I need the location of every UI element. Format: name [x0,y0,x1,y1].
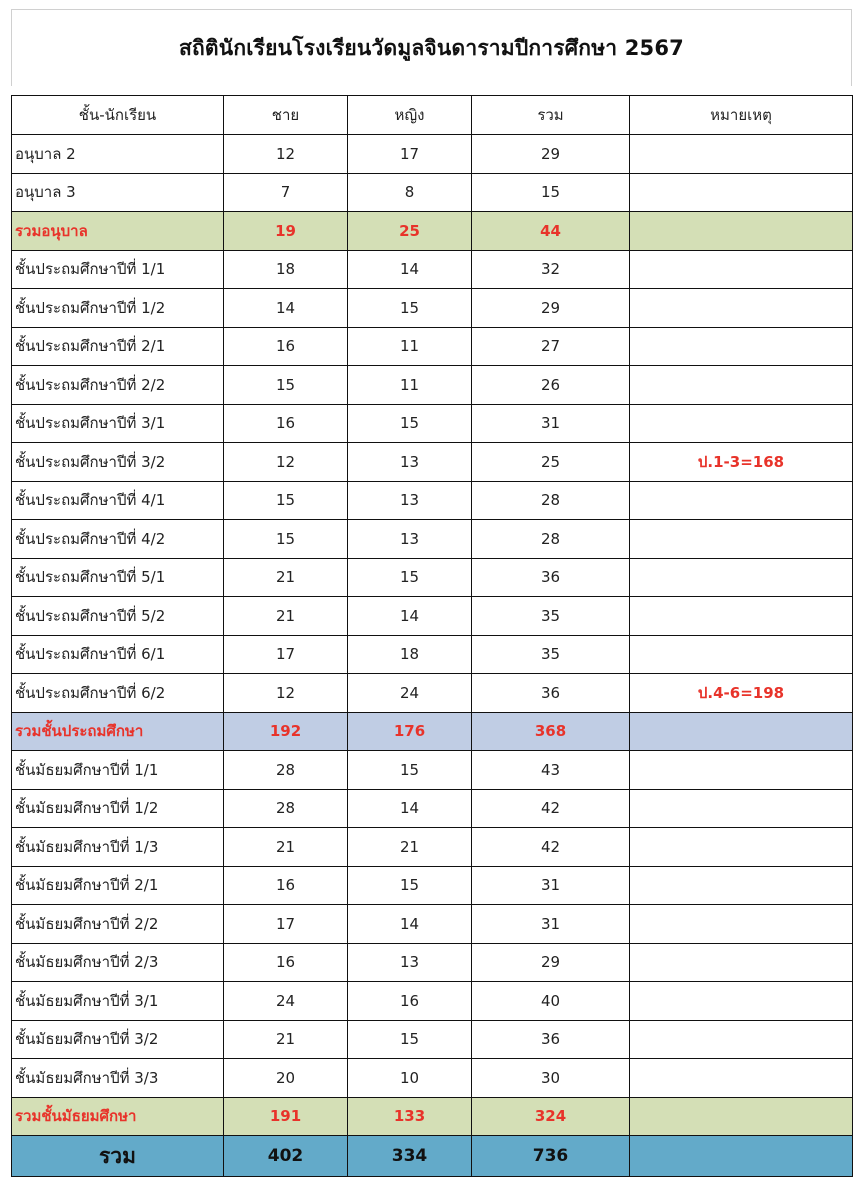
class-name-cell: ชั้นมัธยมศึกษาปีที่ 3/3 [12,1059,224,1098]
male-count-cell: 16 [224,943,348,982]
total-count-cell: 31 [472,866,630,905]
note-cell: ป.4-6=198 [630,674,853,713]
class-name-cell: ชั้นประถมศึกษาปีที่ 3/2 [12,443,224,482]
total-count-cell: 29 [472,943,630,982]
note-cell [630,943,853,982]
note-cell [630,212,853,251]
title-box [11,9,852,86]
table-row [12,982,853,1021]
female-count-cell: 21 [348,828,472,867]
male-count-cell: 19 [224,212,348,251]
female-count-cell: 13 [348,943,472,982]
note-cell [630,327,853,366]
male-count-cell: 21 [224,828,348,867]
female-count-cell: 15 [348,558,472,597]
female-count-cell: 8 [348,173,472,212]
total-count-cell: 42 [472,828,630,867]
total-count-cell: 25 [472,443,630,482]
note-cell [630,1136,853,1177]
table-row [12,1020,853,1059]
female-count-cell: 15 [348,289,472,328]
class-name-cell: ชั้นมัธยมศึกษาปีที่ 2/2 [12,905,224,944]
total-count-cell: 29 [472,135,630,174]
female-count-cell: 14 [348,789,472,828]
table-row [12,250,853,289]
total-count-cell: 43 [472,751,630,790]
note-cell [630,828,853,867]
total-count-cell: 26 [472,366,630,405]
class-name-cell: ชั้นมัธยมศึกษาปีที่ 1/2 [12,789,224,828]
total-count-cell: 44 [472,212,630,251]
total-count-cell: 31 [472,404,630,443]
table-row [12,751,853,790]
class-name-cell: ชั้นประถมศึกษาปีที่ 3/1 [12,404,224,443]
note-cell [630,1059,853,1098]
total-count-cell: 28 [472,520,630,559]
class-name-cell: ชั้นประถมศึกษาปีที่ 4/2 [12,520,224,559]
header-male: ชาย [224,96,348,135]
male-count-cell: 15 [224,481,348,520]
total-count-cell: 29 [472,289,630,328]
male-count-cell: 20 [224,1059,348,1098]
total-count-cell: 28 [472,481,630,520]
female-count-cell: 133 [348,1097,472,1136]
note-cell [630,1097,853,1136]
female-count-cell: 176 [348,712,472,751]
note-cell [630,173,853,212]
table-row [12,443,853,482]
student-stats-table [11,95,853,1177]
note-cell [630,250,853,289]
class-name-cell: ชั้นมัธยมศึกษาปีที่ 1/3 [12,828,224,867]
male-count-cell: 21 [224,1020,348,1059]
note-cell: ป.1-3=168 [630,443,853,482]
total-count-cell: 36 [472,1020,630,1059]
male-count-cell: 16 [224,404,348,443]
note-cell [630,789,853,828]
class-name-cell: ชั้นมัธยมศึกษาปีที่ 1/1 [12,751,224,790]
note-cell [630,366,853,405]
class-name-cell: ชั้นมัธยมศึกษาปีที่ 3/2 [12,1020,224,1059]
secondary-total-row [12,1097,853,1136]
male-count-cell: 28 [224,789,348,828]
class-name-cell: ชั้นมัธยมศึกษาปีที่ 2/3 [12,943,224,982]
female-count-cell: 24 [348,674,472,713]
male-count-cell: 21 [224,597,348,636]
total-count-cell: 36 [472,558,630,597]
table-row [12,404,853,443]
female-count-cell: 15 [348,751,472,790]
total-count-cell: 32 [472,250,630,289]
note-cell [630,905,853,944]
primary-total-row [12,712,853,751]
table-row [12,481,853,520]
female-count-cell: 13 [348,481,472,520]
note-cell [630,481,853,520]
table-row [12,558,853,597]
class-name-cell: ชั้นประถมศึกษาปีที่ 4/1 [12,481,224,520]
header-total: รวม [472,96,630,135]
class-name-cell: ชั้นประถมศึกษาปีที่ 5/2 [12,597,224,636]
female-count-cell: 15 [348,404,472,443]
report-sheet [11,9,852,1189]
total-count-cell: 35 [472,597,630,636]
class-name-cell: รวมชั้นมัธยมศึกษา [12,1097,224,1136]
total-count-cell: 42 [472,789,630,828]
page-title: สถิตินักเรียนโรงเรียนวัดมูลจินดารามปีการศึกษา 2567 [179,35,684,60]
male-count-cell: 402 [224,1136,348,1177]
total-count-cell: 27 [472,327,630,366]
note-cell [630,520,853,559]
note-cell [630,635,853,674]
total-count-cell: 35 [472,635,630,674]
male-count-cell: 191 [224,1097,348,1136]
female-count-cell: 18 [348,635,472,674]
table-row [12,289,853,328]
note-cell [630,1020,853,1059]
table-row [12,597,853,636]
table-row [12,327,853,366]
male-count-cell: 12 [224,443,348,482]
class-name-cell: รวม [12,1136,224,1177]
note-cell [630,404,853,443]
class-name-cell: ชั้นประถมศึกษาปีที่ 5/1 [12,558,224,597]
table-row [12,366,853,405]
total-count-cell: 368 [472,712,630,751]
header-row [12,96,853,135]
male-count-cell: 17 [224,635,348,674]
total-count-cell: 15 [472,173,630,212]
male-count-cell: 17 [224,905,348,944]
table-body [12,135,853,1177]
note-cell [630,751,853,790]
total-count-cell: 324 [472,1097,630,1136]
female-count-cell: 14 [348,597,472,636]
kindergarten-total-row [12,212,853,251]
female-count-cell: 14 [348,250,472,289]
table-row [12,1059,853,1098]
table-row [12,135,853,174]
table-row [12,789,853,828]
female-count-cell: 15 [348,866,472,905]
total-count-cell: 30 [472,1059,630,1098]
header-female: หญิง [348,96,472,135]
class-name-cell: อนุบาล 3 [12,173,224,212]
female-count-cell: 10 [348,1059,472,1098]
grand-total-row [12,1136,853,1177]
note-cell [630,289,853,328]
table-row [12,866,853,905]
note-cell [630,558,853,597]
note-cell [630,135,853,174]
female-count-cell: 16 [348,982,472,1021]
table-row [12,635,853,674]
header-class: ชั้น-นักเรียน [12,96,224,135]
female-count-cell: 14 [348,905,472,944]
total-count-cell: 736 [472,1136,630,1177]
class-name-cell: รวมอนุบาล [12,212,224,251]
total-count-cell: 36 [472,674,630,713]
male-count-cell: 18 [224,250,348,289]
total-count-cell: 40 [472,982,630,1021]
class-name-cell: รวมชั้นประถมศึกษา [12,712,224,751]
class-name-cell: ชั้นประถมศึกษาปีที่ 6/2 [12,674,224,713]
male-count-cell: 21 [224,558,348,597]
male-count-cell: 14 [224,289,348,328]
note-cell [630,712,853,751]
class-name-cell: ชั้นประถมศึกษาปีที่ 1/1 [12,250,224,289]
table-row [12,520,853,559]
total-count-cell: 31 [472,905,630,944]
table-row [12,943,853,982]
male-count-cell: 192 [224,712,348,751]
header-note: หมายเหตุ [630,96,853,135]
male-count-cell: 16 [224,327,348,366]
table-row [12,905,853,944]
note-cell [630,866,853,905]
class-name-cell: ชั้นมัธยมศึกษาปีที่ 2/1 [12,866,224,905]
female-count-cell: 15 [348,1020,472,1059]
female-count-cell: 25 [348,212,472,251]
class-name-cell: ชั้นประถมศึกษาปีที่ 6/1 [12,635,224,674]
female-count-cell: 13 [348,443,472,482]
table-row [12,828,853,867]
female-count-cell: 334 [348,1136,472,1177]
note-cell [630,597,853,636]
table-row [12,173,853,212]
table-row [12,674,853,713]
class-name-cell: ชั้นประถมศึกษาปีที่ 1/2 [12,289,224,328]
class-name-cell: อนุบาล 2 [12,135,224,174]
female-count-cell: 13 [348,520,472,559]
note-cell [630,982,853,1021]
male-count-cell: 15 [224,520,348,559]
male-count-cell: 24 [224,982,348,1021]
male-count-cell: 12 [224,135,348,174]
female-count-cell: 11 [348,327,472,366]
female-count-cell: 11 [348,366,472,405]
male-count-cell: 12 [224,674,348,713]
male-count-cell: 15 [224,366,348,405]
female-count-cell: 17 [348,135,472,174]
male-count-cell: 28 [224,751,348,790]
class-name-cell: ชั้นประถมศึกษาปีที่ 2/2 [12,366,224,405]
class-name-cell: ชั้นมัธยมศึกษาปีที่ 3/1 [12,982,224,1021]
class-name-cell: ชั้นประถมศึกษาปีที่ 2/1 [12,327,224,366]
male-count-cell: 7 [224,173,348,212]
male-count-cell: 16 [224,866,348,905]
